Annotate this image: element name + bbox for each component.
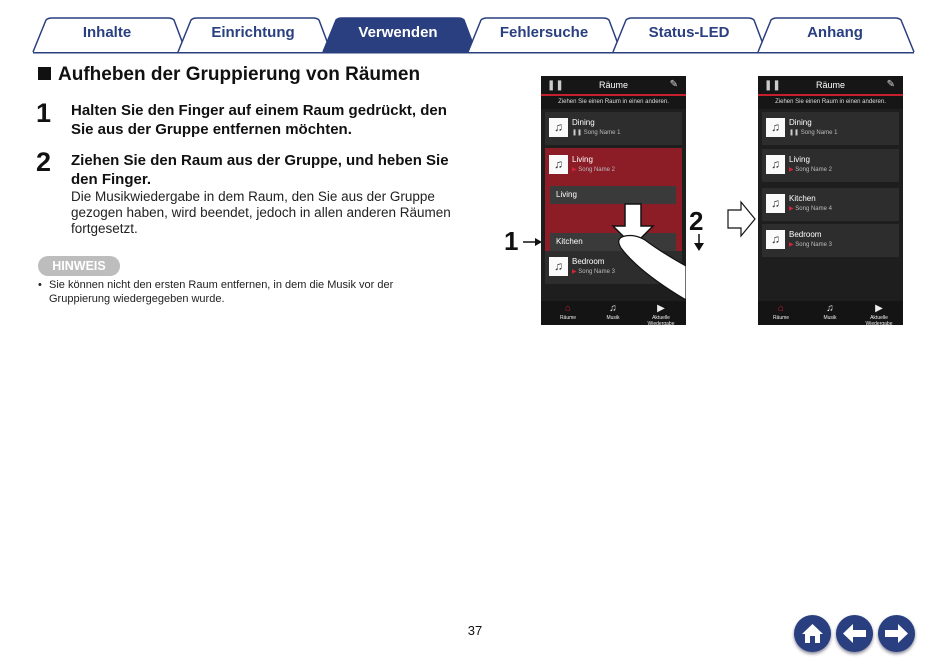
tab-now-playing[interactable]: ▶ Aktuelle Wiedergabe bbox=[859, 303, 899, 325]
music-note-icon: ♫ bbox=[766, 194, 785, 213]
finger-icon bbox=[619, 236, 686, 301]
right-arrow-icon bbox=[522, 236, 544, 248]
square-bullet-icon bbox=[38, 67, 51, 80]
home-button[interactable] bbox=[794, 615, 831, 652]
room-item[interactable]: ♫ Dining ❚❚ Song Name 1 bbox=[762, 112, 899, 145]
play-icon: ▶ bbox=[789, 167, 794, 173]
step-text: Halten Sie den Finger auf einem Raum gedrückt, den Sie aus der Gruppe entfernen möchten. bbox=[71, 102, 447, 138]
tab-rooms[interactable]: ⌂ Räume bbox=[548, 303, 588, 321]
section-title: Aufheben der Gruppierung von Räumen bbox=[38, 64, 420, 86]
phone-subtitle: Ziehen Sie einen Raum in einen anderen. bbox=[541, 96, 686, 109]
phone-screen-after bbox=[758, 76, 903, 325]
callout-2: 2 bbox=[689, 206, 704, 236]
arrow-left-icon bbox=[836, 615, 873, 652]
music-note-icon: ♫ bbox=[549, 257, 568, 276]
step-number: 2 bbox=[36, 147, 52, 177]
music-note-icon: ♫ bbox=[766, 155, 785, 174]
music-note-icon: ♫ bbox=[549, 118, 568, 137]
tab-anhang[interactable]: Anhang bbox=[807, 24, 863, 41]
tab-music[interactable]: ♫ Musik bbox=[593, 303, 633, 321]
pencil-icon: ✎ bbox=[886, 79, 895, 90]
phone-screen-before bbox=[541, 76, 686, 325]
step-text: Ziehen Sie den Raum aus der Gruppe, und heben Sie den Finger. bbox=[71, 152, 449, 188]
pause-icon: ❚❚ bbox=[789, 130, 800, 136]
room-item[interactable]: ♫ Bedroom ▶ Song Name 3 bbox=[762, 224, 899, 257]
hinweis-badge: HINWEIS bbox=[38, 256, 120, 276]
play-icon: ▶ bbox=[789, 206, 794, 212]
note: • Sie können nicht den ersten Raum entfernen, in dem die Musik vor der Gruppierung wiedergegeben wurde. bbox=[38, 279, 394, 305]
play-icon: ▶ bbox=[572, 167, 577, 173]
pause-icon: ❚❚ bbox=[547, 80, 564, 91]
music-note-icon: ♫ bbox=[826, 303, 834, 314]
tab-inhalte[interactable]: Inhalte bbox=[82, 24, 132, 41]
tab-status-led[interactable]: Status-LED bbox=[648, 24, 730, 41]
tab-einrichtung[interactable]: Einrichtung bbox=[211, 24, 295, 41]
transition-arrow-icon bbox=[727, 200, 757, 238]
step-description: Die Musikwiedergabe in dem Raum, den Sie aus der Gruppe gezogen haben, wird beendet, jedoch in allen anderen Räumen fortgesetzt. bbox=[71, 189, 451, 236]
pause-icon: ❚❚ bbox=[764, 80, 781, 91]
phone-subtitle: Ziehen Sie einen Raum in einen anderen. bbox=[758, 96, 903, 109]
arrow-right-icon bbox=[878, 615, 915, 652]
room-item[interactable]: ♫ Dining ❚❚ Song Name 1 bbox=[545, 112, 682, 145]
music-note-icon: ♫ bbox=[609, 303, 617, 314]
tab-rooms[interactable]: ⌂ Räume bbox=[761, 303, 801, 321]
phone-header bbox=[758, 76, 903, 94]
callout-1: 1 bbox=[504, 226, 519, 256]
drag-item-kitchen[interactable]: Kitchen bbox=[550, 233, 676, 251]
house-icon: ⌂ bbox=[777, 303, 785, 314]
pause-icon: ❚❚ bbox=[572, 130, 583, 136]
forward-button[interactable] bbox=[878, 615, 915, 652]
finger-gesture bbox=[541, 76, 686, 325]
play-circle-icon: ▶ bbox=[875, 303, 883, 314]
tab-bar bbox=[0, 0, 950, 56]
tab-now-playing[interactable]: ▶ Aktuelle Wiedergabe bbox=[641, 303, 681, 325]
play-icon: ▶ bbox=[789, 242, 794, 248]
room-item[interactable]: ♫ Bedroom ▶ Song Name 3 bbox=[545, 251, 682, 284]
phone-tabbar bbox=[541, 301, 686, 325]
room-item[interactable]: ♫ Living ▶ Song Name 2 bbox=[545, 149, 682, 182]
play-circle-icon: ▶ bbox=[657, 303, 665, 314]
pencil-icon: ✎ bbox=[669, 79, 678, 90]
bullet-icon: • bbox=[38, 279, 42, 291]
phone-tabbar bbox=[758, 301, 903, 325]
music-note-icon: ♫ bbox=[766, 230, 785, 249]
phone-title: Räume bbox=[815, 80, 845, 90]
room-item[interactable]: ♫ Kitchen ▶ Song Name 4 bbox=[762, 188, 899, 221]
tab-music[interactable]: ♫ Musik bbox=[810, 303, 850, 321]
tab-verwenden[interactable]: Verwenden bbox=[358, 24, 438, 41]
music-note-icon: ♫ bbox=[766, 118, 785, 137]
house-icon: ⌂ bbox=[564, 303, 572, 314]
phone-title: Räume bbox=[598, 80, 628, 90]
play-icon: ▶ bbox=[572, 269, 577, 275]
down-arrow-icon bbox=[692, 234, 706, 252]
back-button[interactable] bbox=[836, 615, 873, 652]
home-icon bbox=[794, 615, 831, 652]
step-number: 1 bbox=[36, 98, 52, 128]
page-number: 37 bbox=[467, 623, 483, 638]
tab-fehlersuche[interactable]: Fehlersuche bbox=[499, 24, 589, 41]
music-note-icon: ♫ bbox=[549, 155, 568, 174]
room-item[interactable]: ♫ Living ▶ Song Name 2 bbox=[762, 149, 899, 182]
drag-item-living[interactable]: Living bbox=[550, 186, 676, 204]
